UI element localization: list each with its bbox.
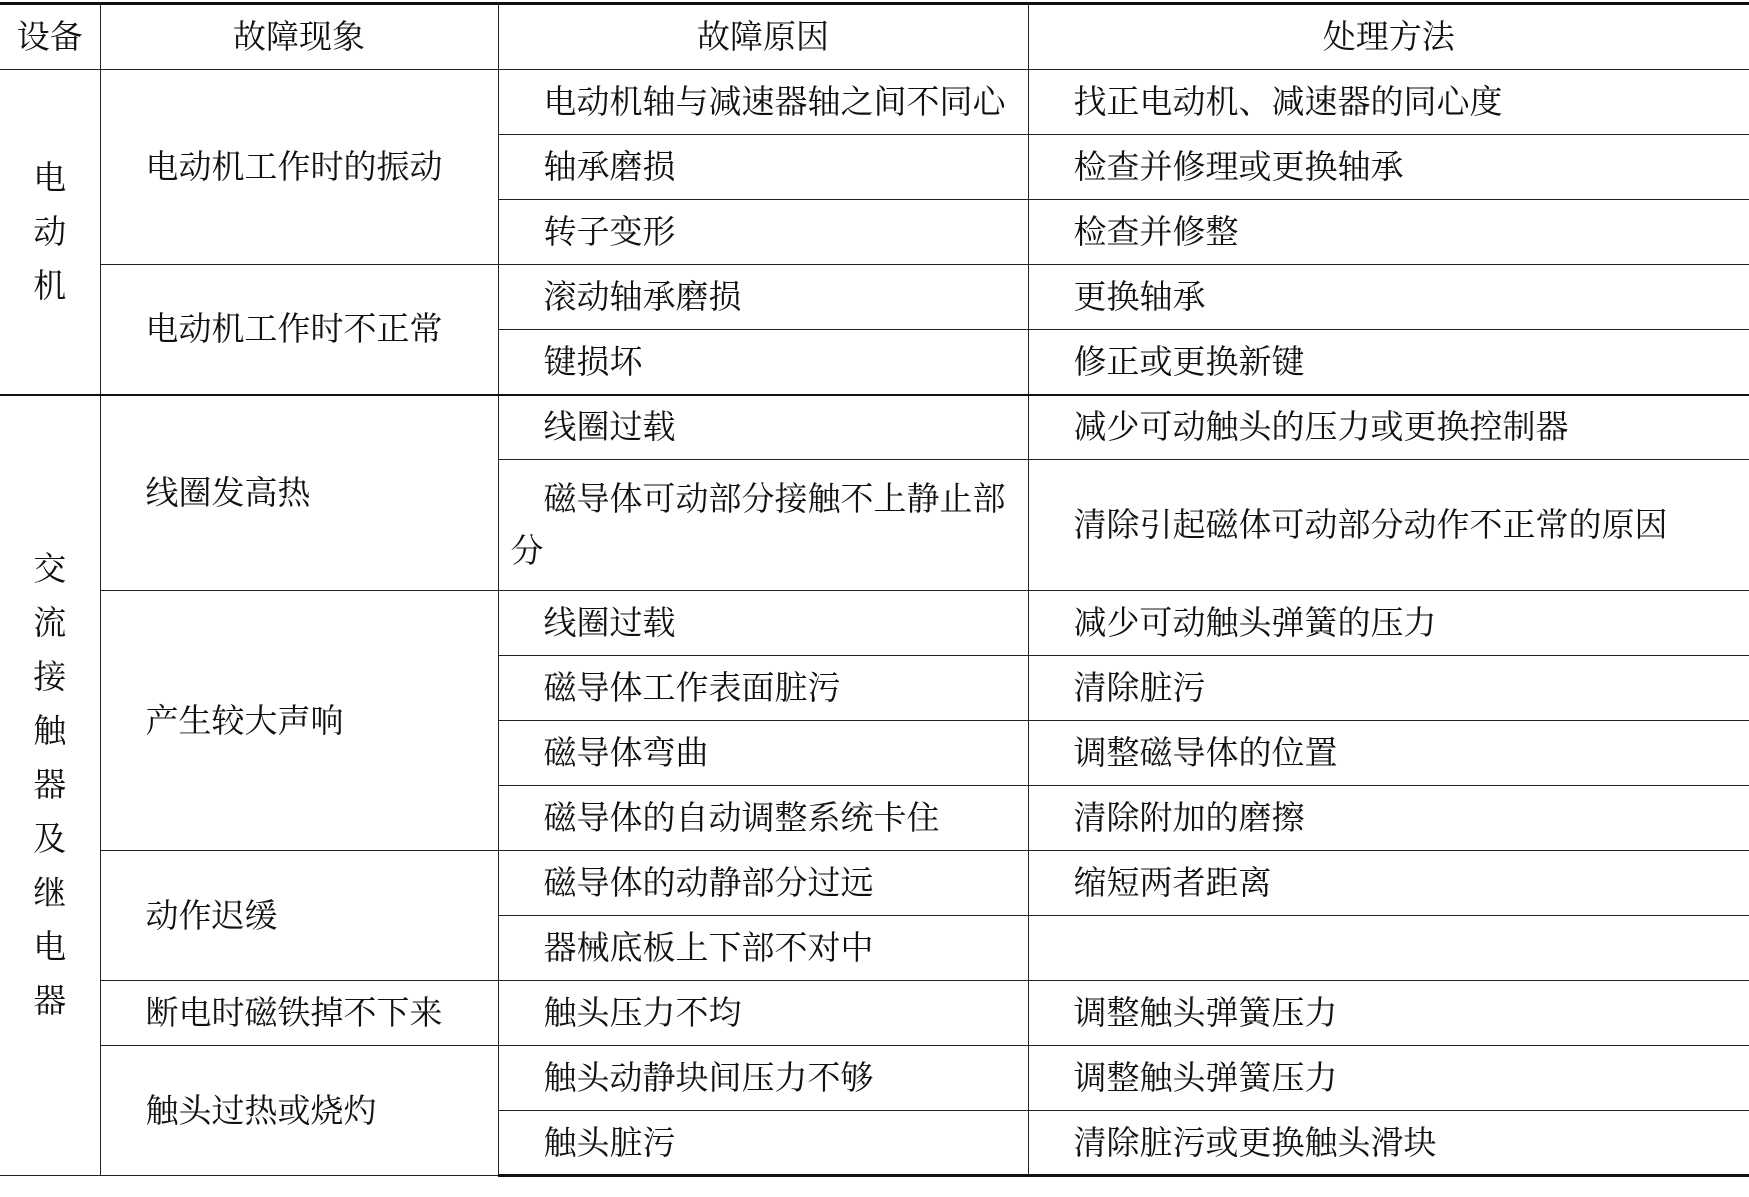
cause-cell: 磁导体工作表面脏污 <box>498 656 1028 721</box>
fix-cell: 清除引起磁体可动部分动作不正常的原因 <box>1028 460 1749 591</box>
fix-cell: 减少可动触头弹簧的压力 <box>1028 591 1749 656</box>
cause-cell: 键损坏 <box>498 330 1028 395</box>
header-phenomenon: 故障现象 <box>100 4 498 70</box>
cause-cell: 磁导体的动静部分过远 <box>498 851 1028 916</box>
cause-cell: 电动机轴与减速器轴之间不同心 <box>498 70 1028 135</box>
phenomenon-cell: 电动机工作时的振动 <box>100 70 498 265</box>
fix-cell: 调整磁导体的位置 <box>1028 721 1749 786</box>
phenomenon-cell: 电动机工作时不正常 <box>100 265 498 395</box>
device-cell: 交流接触器及继电器 <box>0 395 100 1176</box>
fault-table <box>0 2 1749 1177</box>
table-row <box>0 981 1749 1046</box>
phenomenon-cell: 断电时磁铁掉不下来 <box>100 981 498 1046</box>
fix-cell: 调整触头弹簧压力 <box>1028 1046 1749 1111</box>
header-row <box>0 4 1749 70</box>
cause-cell: 磁导体的自动调整系统卡住 <box>498 786 1028 851</box>
header-device: 设备 <box>0 4 100 70</box>
fix-cell: 缩短两者距离 <box>1028 851 1749 916</box>
header-cause: 故障原因 <box>498 4 1028 70</box>
cause-cell: 触头压力不均 <box>498 981 1028 1046</box>
table-row <box>0 395 1749 460</box>
cause-cell: 触头动静块间压力不够 <box>498 1046 1028 1111</box>
table-row <box>0 851 1749 916</box>
phenomenon-cell: 触头过热或烧灼 <box>100 1046 498 1176</box>
cause-cell: 线圈过载 <box>498 591 1028 656</box>
fix-cell: 减少可动触头的压力或更换控制器 <box>1028 395 1749 460</box>
fix-cell: 调整触头弹簧压力 <box>1028 981 1749 1046</box>
cause-cell: 轴承磨损 <box>498 135 1028 200</box>
fix-cell <box>1028 916 1749 981</box>
cause-cell: 线圈过载 <box>498 395 1028 460</box>
table-row <box>0 1046 1749 1111</box>
table-row <box>0 70 1749 135</box>
cause-cell: 触头脏污 <box>498 1111 1028 1176</box>
cause-cell: 磁导体弯曲 <box>498 721 1028 786</box>
fix-cell: 更换轴承 <box>1028 265 1749 330</box>
fix-cell: 清除附加的磨擦 <box>1028 786 1749 851</box>
table-row <box>0 591 1749 656</box>
header-fix: 处理方法 <box>1028 4 1749 70</box>
cause-cell: 器械底板上下部不对中 <box>498 916 1028 981</box>
cause-cell: 磁导体可动部分接触不上静止部分 <box>498 460 1028 591</box>
cause-cell: 滚动轴承磨损 <box>498 265 1028 330</box>
phenomenon-cell: 线圈发高热 <box>100 395 498 591</box>
fix-cell: 找正电动机、减速器的同心度 <box>1028 70 1749 135</box>
fix-cell: 清除脏污 <box>1028 656 1749 721</box>
phenomenon-cell: 动作迟缓 <box>100 851 498 981</box>
fix-cell: 修正或更换新键 <box>1028 330 1749 395</box>
fix-cell: 检查并修整 <box>1028 200 1749 265</box>
fix-cell: 清除脏污或更换触头滑块 <box>1028 1111 1749 1176</box>
phenomenon-cell: 产生较大声响 <box>100 591 498 851</box>
device-cell: 电动机 <box>0 70 100 395</box>
fix-cell: 检查并修理或更换轴承 <box>1028 135 1749 200</box>
table-row <box>0 265 1749 330</box>
cause-cell: 转子变形 <box>498 200 1028 265</box>
